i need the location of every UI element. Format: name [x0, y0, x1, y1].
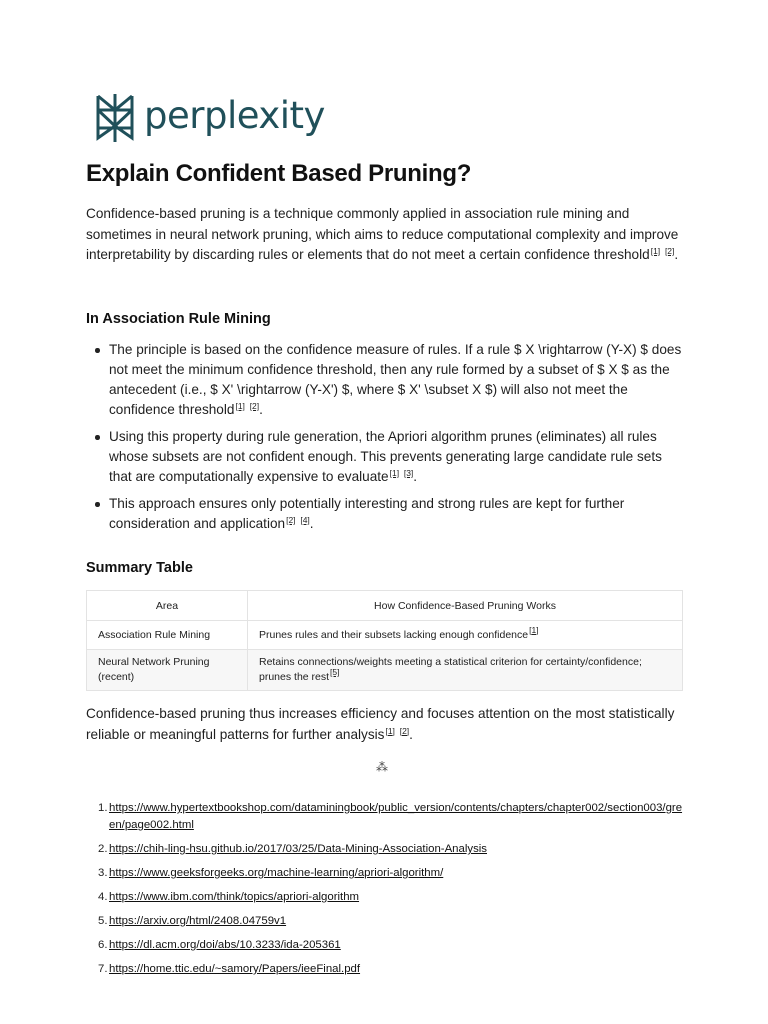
- reference-number: 2.: [98, 843, 108, 855]
- list-item: The principle is based on the confidence measure of rules. If a rule $ X \rightarrow (Y-X) $ does not meet the minimum confidence threshold, then any rule formed by a subset of $ X $ as the antecedent (i.e., $ X' \rightarrow (Y-X') $, where $ X' \subset X $) will also not meet the confidence threshold[1] [2].: [86, 340, 686, 420]
- references-list: [86, 800, 686, 985]
- citation-link[interactable]: [2]: [664, 246, 675, 256]
- intro-paragraph: Confidence-based pruning is a technique commonly applied in association rule mining and sometimes in neural network pruning, which aims to reduce computational complexity and improve interpretability by discarding rules or elements that do not meet a certain confidence threshold[1] [2].: [86, 206, 679, 262]
- reference-link[interactable]: https://www.hypertextbookshop.com/dataminingbook/public_version/contents/chapters/chapter002/section003/green/page002.html: [109, 802, 683, 831]
- table-cell-how: [248, 650, 683, 691]
- section-divider-glyph: ⁂: [376, 760, 388, 774]
- bullet-text: This approach ensures only potentially interesting and strong rules are kept for further consideration and application: [109, 496, 625, 531]
- reference-link[interactable]: https://chih-ling-hsu.github.io/2017/03/25/Data-Mining-Association-Analysis: [109, 843, 487, 855]
- reference-link[interactable]: https://www.ibm.com/think/topics/apriori-algorithm: [109, 891, 360, 903]
- reference-link[interactable]: https://arxiv.org/html/2408.04759v1: [109, 915, 287, 927]
- list-item: This approach ensures only potentially interesting and strong rules are kept for further consideration and application[2] [4].: [86, 494, 686, 534]
- citation-link[interactable]: [2]: [249, 401, 260, 411]
- reference-link[interactable]: https://dl.acm.org/doi/abs/10.3233/ida-205361: [109, 939, 341, 951]
- citation-link[interactable]: [1]: [389, 468, 400, 478]
- reference-item: [86, 865, 686, 882]
- bullet-text: The principle is based on the confidence measure of rules. If a rule $ X \rightarrow (Y-X) $ does not meet the minimum confidence threshold, then any rule formed by a subset of $ X $ as the antecedent (i.e., $ X' \rightarrow (Y-X') $, where $ X' \subset X $) will also not meet the confidence threshold: [109, 342, 682, 417]
- reference-item: [86, 913, 686, 930]
- section-heading-summary-table: Summary Table: [86, 560, 193, 576]
- citation-link[interactable]: [1]: [385, 725, 395, 736]
- citation-link[interactable]: [4]: [300, 515, 310, 525]
- citation-link[interactable]: [1]: [650, 246, 661, 256]
- reference-item: [86, 800, 686, 834]
- association-rule-bullets: [86, 340, 686, 541]
- reference-item: [86, 889, 686, 906]
- reference-item: [86, 961, 686, 978]
- reference-number: 3.: [98, 867, 108, 879]
- section-heading-association-rule-mining: In Association Rule Mining: [86, 311, 271, 327]
- reference-number: 6.: [98, 939, 108, 951]
- reference-number: 5.: [98, 915, 108, 927]
- brand-wordmark: perplexity: [144, 93, 325, 137]
- reference-item: [86, 937, 686, 954]
- reference-number: 7.: [98, 963, 108, 975]
- table-cell-area: Association Rule Mining: [87, 621, 248, 650]
- summary-table: [86, 590, 683, 691]
- table-row: [87, 650, 683, 691]
- citation-link[interactable]: [5]: [330, 667, 340, 677]
- citation-link[interactable]: [3]: [403, 468, 414, 478]
- table-header-row: [87, 591, 683, 621]
- table-cell-area: Neural Network Pruning (recent): [87, 650, 248, 691]
- citation-link[interactable]: [1]: [235, 401, 245, 411]
- list-item: Using this property during rule generation, the Apriori algorithm prunes (eliminates) all rules whose subsets are not confident enough. This prevents generating large candidate rule sets that are computationally expensive to evaluate[1] [3].: [86, 427, 686, 487]
- column-header-how: How Confidence-Based Pruning Works: [248, 591, 683, 621]
- reference-number: 4.: [98, 891, 108, 903]
- intro-text: Confidence-based pruning is a technique commonly applied in association rule mining and sometimes in neural network pruning, which aims to reduce computational complexity and improve interpretability by discarding rules or elements that do not meet a certain confidence threshold: [86, 206, 679, 262]
- reference-item: [86, 841, 686, 858]
- citation-link[interactable]: [2]: [286, 515, 296, 525]
- reference-number: 1.: [98, 802, 108, 814]
- conclusion-text: Confidence-based pruning thus increases efficiency and focuses attention on the most statistically reliable or meaningful patterns for further analysis: [86, 706, 675, 742]
- column-header-area: Area: [87, 591, 248, 621]
- citation-link[interactable]: [1]: [529, 624, 539, 635]
- reference-link[interactable]: https://www.geeksforgeeks.org/machine-learning/apriori-algorithm/: [109, 867, 444, 879]
- bullet-text: Using this property during rule generation, the Apriori algorithm prunes (eliminates) all rules whose subsets are not confident enough. This prevents generating large candidate rule sets that are computationally expensive to evaluate: [109, 429, 662, 484]
- cell-text: Retains connections/weights meeting a statistical criterion for certainty/confidence; prunes the rest: [259, 656, 642, 683]
- conclusion-paragraph: Confidence-based pruning thus increases efficiency and focuses attention on the most statistically reliable or meaningful patterns for further analysis[1] [2].: [86, 706, 675, 742]
- perplexity-logo-icon: [94, 92, 136, 144]
- table-cell-how: [248, 621, 683, 650]
- cell-text: Prunes rules and their subsets lacking enough confidence: [259, 628, 529, 641]
- reference-link[interactable]: https://home.ttic.edu/~samory/Papers/ieeFinal.pdf: [109, 963, 361, 975]
- page-title: Explain Confident Based Pruning?: [86, 160, 472, 187]
- perplexity-logo[interactable]: [94, 92, 325, 144]
- table-row: [87, 621, 683, 650]
- citation-link[interactable]: [2]: [399, 725, 410, 736]
